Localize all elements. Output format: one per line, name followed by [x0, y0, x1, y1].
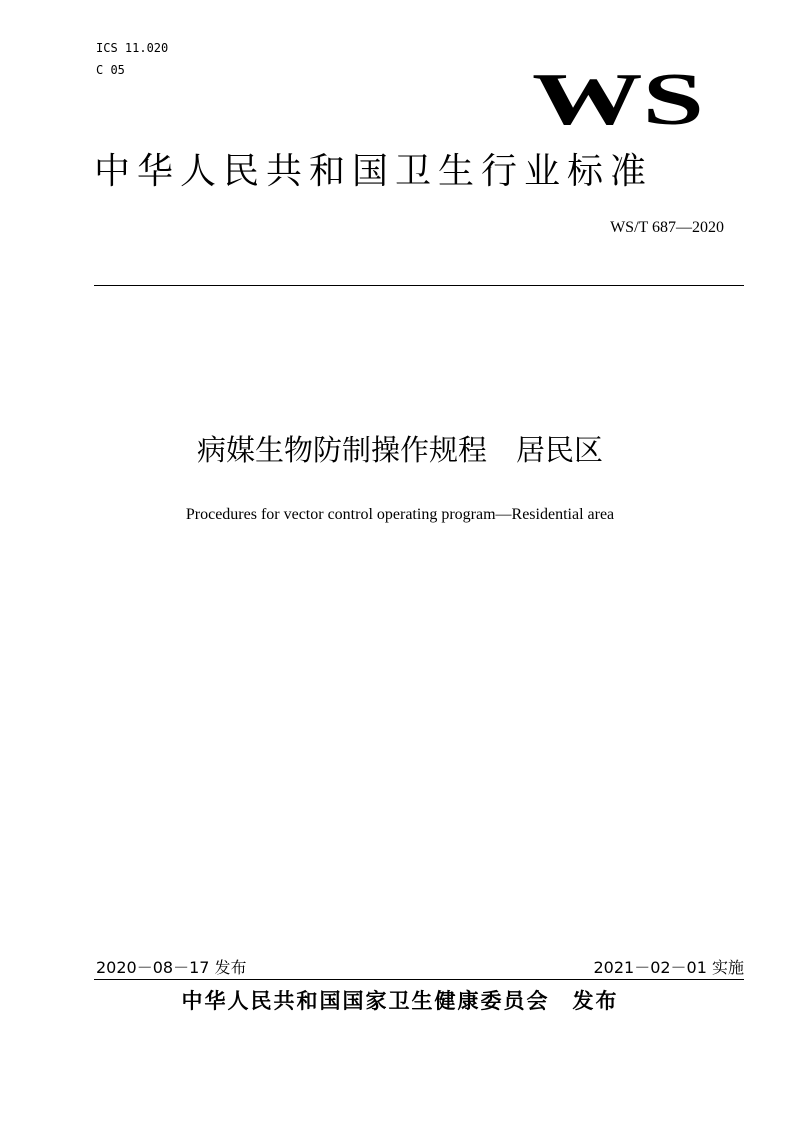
top-divider [94, 285, 744, 286]
title-english: Procedures for vector control operating program—Residential area [185, 506, 615, 523]
title-chinese: 病媒生物防制操作规程 居民区 [196, 433, 603, 467]
standard-number: WS/T 687—2020 [610, 219, 724, 236]
issue-date: 2020－08－17 发布 [96, 958, 247, 977]
ics-code: ICS 11.020 [96, 41, 169, 55]
bottom-divider [94, 979, 744, 980]
ccs-code: C 05 [96, 63, 125, 77]
publisher: 中华人民共和国国家卫生健康委员会 发布 [181, 989, 619, 1013]
ws-logo [532, 64, 708, 134]
ws-logo-text: WS [532, 64, 704, 134]
org-title: 中华人民共和国卫生行业标准 [94, 151, 654, 192]
implementation-date: 2021－02－01 实施 [593, 958, 744, 977]
